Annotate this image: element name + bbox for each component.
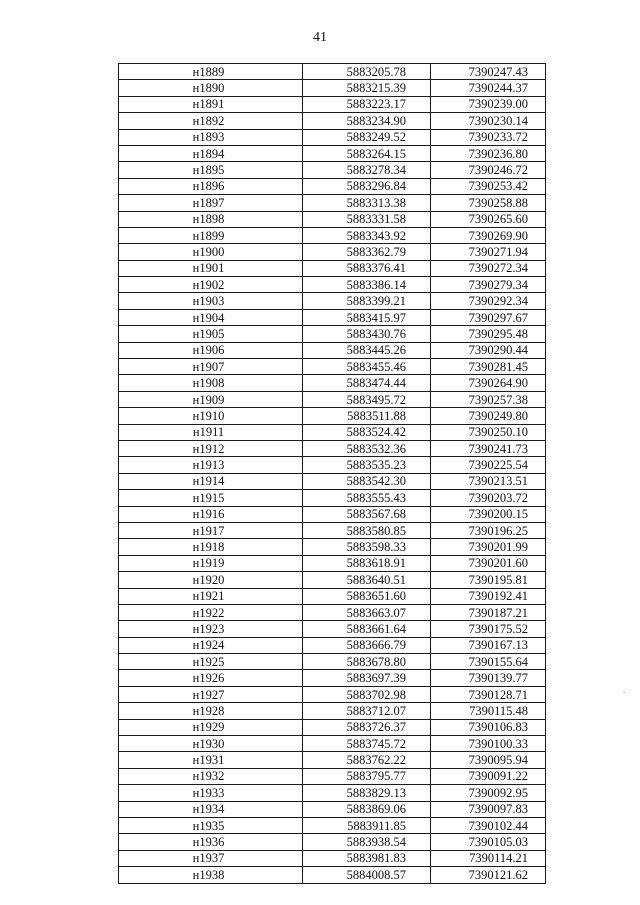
x-coordinate-cell: 5883524.42 (303, 424, 431, 440)
y-coordinate-cell: 7390253.42 (431, 178, 546, 194)
table-row (119, 654, 546, 670)
x-coordinate-cell: 5883580.85 (303, 522, 431, 538)
y-coordinate-cell: 7390092.95 (431, 785, 546, 801)
coordinates-table (118, 63, 546, 884)
point-id-cell: н1909 (119, 391, 303, 407)
table-row (119, 227, 546, 243)
table-row (119, 293, 546, 309)
point-id-cell: н1922 (119, 604, 303, 620)
x-coordinate-cell: 5883278.34 (303, 162, 431, 178)
table-row (119, 195, 546, 211)
table-row (119, 588, 546, 604)
y-coordinate-cell: 7390203.72 (431, 490, 546, 506)
point-id-cell: н1916 (119, 506, 303, 522)
table-row (119, 260, 546, 276)
point-id-cell: н1908 (119, 375, 303, 391)
y-coordinate-cell: 7390241.73 (431, 440, 546, 456)
table-row (119, 326, 546, 342)
x-coordinate-cell: 5883795.77 (303, 768, 431, 784)
table-row (119, 817, 546, 833)
y-coordinate-cell: 7390297.67 (431, 309, 546, 325)
y-coordinate-cell: 7390272.34 (431, 260, 546, 276)
table-row (119, 375, 546, 391)
x-coordinate-cell: 5883981.83 (303, 850, 431, 866)
y-coordinate-cell: 7390250.10 (431, 424, 546, 440)
table-row (119, 670, 546, 686)
x-coordinate-cell: 5883911.85 (303, 817, 431, 833)
point-id-cell: н1901 (119, 260, 303, 276)
point-id-cell: н1913 (119, 457, 303, 473)
y-coordinate-cell: 7390244.37 (431, 80, 546, 96)
point-id-cell: н1932 (119, 768, 303, 784)
table-row (119, 96, 546, 112)
x-coordinate-cell: 5883386.14 (303, 277, 431, 293)
point-id-cell: н1919 (119, 555, 303, 571)
y-coordinate-cell: 7390091.22 (431, 768, 546, 784)
point-id-cell: н1896 (119, 178, 303, 194)
x-coordinate-cell: 5883445.26 (303, 342, 431, 358)
point-id-cell: н1937 (119, 850, 303, 866)
point-id-cell: н1895 (119, 162, 303, 178)
point-id-cell: н1931 (119, 752, 303, 768)
y-coordinate-cell: 7390196.25 (431, 522, 546, 538)
x-coordinate-cell: 5883234.90 (303, 113, 431, 129)
table-row (119, 506, 546, 522)
y-coordinate-cell: 7390192.41 (431, 588, 546, 604)
point-id-cell: н1925 (119, 654, 303, 670)
y-coordinate-cell: 7390249.80 (431, 408, 546, 424)
x-coordinate-cell: 5883663.07 (303, 604, 431, 620)
table-row (119, 457, 546, 473)
y-coordinate-cell: 7390281.45 (431, 359, 546, 375)
y-coordinate-cell: 7390239.00 (431, 96, 546, 112)
y-coordinate-cell: 7390295.48 (431, 326, 546, 342)
table-row (119, 162, 546, 178)
point-id-cell: н1912 (119, 440, 303, 456)
coordinates-table-body (119, 64, 546, 884)
table-row (119, 736, 546, 752)
point-id-cell: н1936 (119, 834, 303, 850)
table-row (119, 719, 546, 735)
x-coordinate-cell: 5883343.92 (303, 227, 431, 243)
x-coordinate-cell: 5883511.88 (303, 408, 431, 424)
y-coordinate-cell: 7390257.38 (431, 391, 546, 407)
x-coordinate-cell: 5883598.33 (303, 539, 431, 555)
x-coordinate-cell: 5883678.80 (303, 654, 431, 670)
y-coordinate-cell: 7390095.94 (431, 752, 546, 768)
point-id-cell: н1927 (119, 686, 303, 702)
x-coordinate-cell: 5883362.79 (303, 244, 431, 260)
y-coordinate-cell: 7390121.62 (431, 867, 546, 883)
table-row (119, 178, 546, 194)
table-row (119, 637, 546, 653)
table-row (119, 621, 546, 637)
table-row (119, 277, 546, 293)
y-coordinate-cell: 7390167.13 (431, 637, 546, 653)
y-coordinate-cell: 7390264.90 (431, 375, 546, 391)
point-id-cell: н1905 (119, 326, 303, 342)
point-id-cell: н1921 (119, 588, 303, 604)
x-coordinate-cell: 5883555.43 (303, 490, 431, 506)
table-row (119, 522, 546, 538)
point-id-cell: н1898 (119, 211, 303, 227)
table-row (119, 359, 546, 375)
y-coordinate-cell: 7390233.72 (431, 129, 546, 145)
y-coordinate-cell: 7390175.52 (431, 621, 546, 637)
table-row (119, 785, 546, 801)
x-coordinate-cell: 5883661.64 (303, 621, 431, 637)
y-coordinate-cell: 7390247.43 (431, 64, 546, 80)
y-coordinate-cell: 7390230.14 (431, 113, 546, 129)
table-row (119, 867, 546, 883)
point-id-cell: н1929 (119, 719, 303, 735)
table-row (119, 145, 546, 161)
y-coordinate-cell: 7390097.83 (431, 801, 546, 817)
table-row (119, 768, 546, 784)
y-coordinate-cell: 7390105.03 (431, 834, 546, 850)
point-id-cell: н1910 (119, 408, 303, 424)
point-id-cell: н1917 (119, 522, 303, 538)
table-row (119, 834, 546, 850)
point-id-cell: н1889 (119, 64, 303, 80)
x-coordinate-cell: 5883712.07 (303, 703, 431, 719)
x-coordinate-cell: 5883532.36 (303, 440, 431, 456)
table-row (119, 752, 546, 768)
point-id-cell: н1914 (119, 473, 303, 489)
table-row (119, 113, 546, 129)
y-coordinate-cell: 7390236.80 (431, 145, 546, 161)
y-coordinate-cell: 7390290.44 (431, 342, 546, 358)
x-coordinate-cell: 5883726.37 (303, 719, 431, 735)
point-id-cell: н1897 (119, 195, 303, 211)
point-id-cell: н1893 (119, 129, 303, 145)
x-coordinate-cell: 5883296.84 (303, 178, 431, 194)
point-id-cell: н1911 (119, 424, 303, 440)
table-row (119, 555, 546, 571)
point-id-cell: н1928 (119, 703, 303, 719)
table-row (119, 342, 546, 358)
table-row (119, 686, 546, 702)
point-id-cell: н1900 (119, 244, 303, 260)
x-coordinate-cell: 5883264.15 (303, 145, 431, 161)
x-coordinate-cell: 5883829.13 (303, 785, 431, 801)
y-coordinate-cell: 7390201.60 (431, 555, 546, 571)
point-id-cell: н1915 (119, 490, 303, 506)
point-id-cell: н1926 (119, 670, 303, 686)
x-coordinate-cell: 5883567.68 (303, 506, 431, 522)
table-row (119, 490, 546, 506)
x-coordinate-cell: 5883697.39 (303, 670, 431, 686)
point-id-cell: н1890 (119, 80, 303, 96)
y-coordinate-cell: 7390115.48 (431, 703, 546, 719)
table-row (119, 424, 546, 440)
table-row (119, 129, 546, 145)
table-row (119, 539, 546, 555)
y-coordinate-cell: 7390114.21 (431, 850, 546, 866)
y-coordinate-cell: 7390292.34 (431, 293, 546, 309)
y-coordinate-cell: 7390100.33 (431, 736, 546, 752)
point-id-cell: н1920 (119, 572, 303, 588)
y-coordinate-cell: 7390269.90 (431, 227, 546, 243)
point-id-cell: н1938 (119, 867, 303, 883)
point-id-cell: н1906 (119, 342, 303, 358)
table-row (119, 604, 546, 620)
x-coordinate-cell: 5883399.21 (303, 293, 431, 309)
x-coordinate-cell: 5883495.72 (303, 391, 431, 407)
table-row (119, 80, 546, 96)
table-row (119, 703, 546, 719)
y-coordinate-cell: 7390200.15 (431, 506, 546, 522)
x-coordinate-cell: 5883535.23 (303, 457, 431, 473)
y-coordinate-cell: 7390213.51 (431, 473, 546, 489)
table-row (119, 64, 546, 80)
scan-edge-mark: . (623, 685, 626, 695)
y-coordinate-cell: 7390106.83 (431, 719, 546, 735)
table-row (119, 440, 546, 456)
table-row (119, 244, 546, 260)
x-coordinate-cell: 5884008.57 (303, 867, 431, 883)
x-coordinate-cell: 5883640.51 (303, 572, 431, 588)
y-coordinate-cell: 7390279.34 (431, 277, 546, 293)
x-coordinate-cell: 5883331.58 (303, 211, 431, 227)
x-coordinate-cell: 5883430.76 (303, 326, 431, 342)
y-coordinate-cell: 7390139.77 (431, 670, 546, 686)
y-coordinate-cell: 7390102.44 (431, 817, 546, 833)
x-coordinate-cell: 5883666.79 (303, 637, 431, 653)
x-coordinate-cell: 5883702.98 (303, 686, 431, 702)
x-coordinate-cell: 5883542.30 (303, 473, 431, 489)
point-id-cell: н1892 (119, 113, 303, 129)
x-coordinate-cell: 5883745.72 (303, 736, 431, 752)
table-row (119, 850, 546, 866)
x-coordinate-cell: 5883938.54 (303, 834, 431, 850)
x-coordinate-cell: 5883215.39 (303, 80, 431, 96)
y-coordinate-cell: 7390265.60 (431, 211, 546, 227)
x-coordinate-cell: 5883762.22 (303, 752, 431, 768)
y-coordinate-cell: 7390128.71 (431, 686, 546, 702)
point-id-cell: н1933 (119, 785, 303, 801)
point-id-cell: н1930 (119, 736, 303, 752)
y-coordinate-cell: 7390155.64 (431, 654, 546, 670)
table-row (119, 309, 546, 325)
y-coordinate-cell: 7390225.54 (431, 457, 546, 473)
table-row (119, 801, 546, 817)
x-coordinate-cell: 5883223.17 (303, 96, 431, 112)
table-row (119, 473, 546, 489)
point-id-cell: н1907 (119, 359, 303, 375)
table-row (119, 391, 546, 407)
x-coordinate-cell: 5883313.38 (303, 195, 431, 211)
x-coordinate-cell: 5883205.78 (303, 64, 431, 80)
point-id-cell: н1891 (119, 96, 303, 112)
y-coordinate-cell: 7390246.72 (431, 162, 546, 178)
point-id-cell: н1924 (119, 637, 303, 653)
table-row (119, 211, 546, 227)
point-id-cell: н1903 (119, 293, 303, 309)
page-number: 41 (313, 30, 327, 45)
x-coordinate-cell: 5883376.41 (303, 260, 431, 276)
point-id-cell: н1894 (119, 145, 303, 161)
y-coordinate-cell: 7390258.88 (431, 195, 546, 211)
point-id-cell: н1935 (119, 817, 303, 833)
y-coordinate-cell: 7390187.21 (431, 604, 546, 620)
table-row (119, 572, 546, 588)
point-id-cell: н1899 (119, 227, 303, 243)
x-coordinate-cell: 5883455.46 (303, 359, 431, 375)
table-row (119, 408, 546, 424)
x-coordinate-cell: 5883415.97 (303, 309, 431, 325)
x-coordinate-cell: 5883474.44 (303, 375, 431, 391)
point-id-cell: н1918 (119, 539, 303, 555)
x-coordinate-cell: 5883869.06 (303, 801, 431, 817)
point-id-cell: н1904 (119, 309, 303, 325)
x-coordinate-cell: 5883249.52 (303, 129, 431, 145)
point-id-cell: н1902 (119, 277, 303, 293)
x-coordinate-cell: 5883651.60 (303, 588, 431, 604)
y-coordinate-cell: 7390271.94 (431, 244, 546, 260)
point-id-cell: н1923 (119, 621, 303, 637)
x-coordinate-cell: 5883618.91 (303, 555, 431, 571)
y-coordinate-cell: 7390201.99 (431, 539, 546, 555)
point-id-cell: н1934 (119, 801, 303, 817)
y-coordinate-cell: 7390195.81 (431, 572, 546, 588)
